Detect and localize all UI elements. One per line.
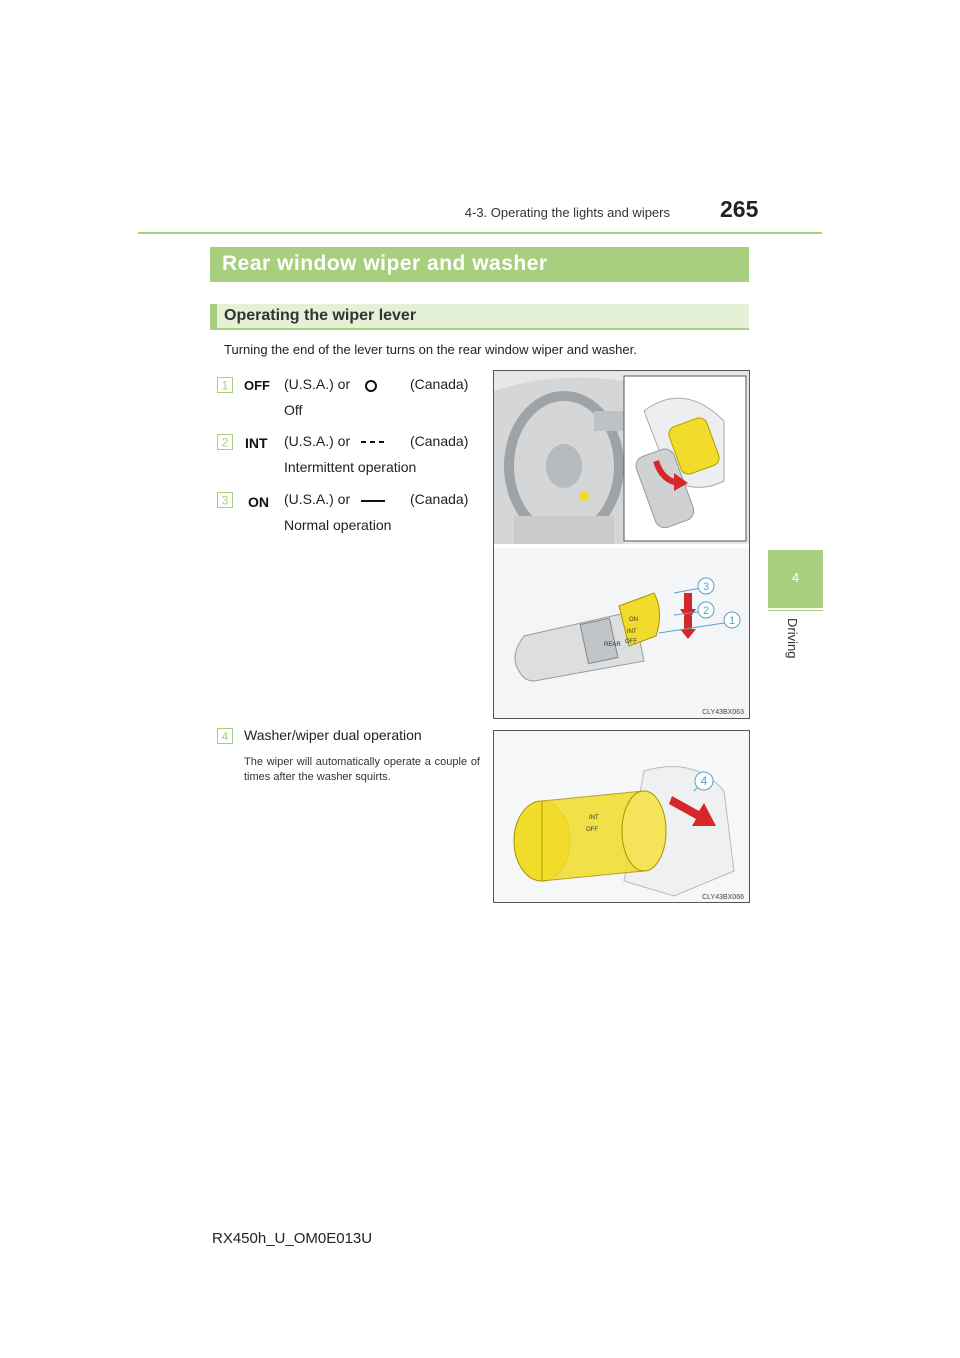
washer-lever-illustration	[494, 731, 750, 903]
svg-text:INT: INT	[589, 815, 599, 821]
chapter-label: Driving	[785, 618, 800, 659]
svg-text:OFF: OFF	[586, 827, 598, 833]
item-2-usa-label: (U.S.A.) or	[284, 433, 351, 449]
svg-text:ON: ON	[629, 617, 638, 623]
lever-illustration	[494, 371, 750, 719]
header-divider	[138, 232, 822, 234]
svg-text:CLY43BX066: CLY43BX066	[702, 894, 744, 901]
item-3-usa-label: (U.S.A.) or	[284, 491, 351, 507]
dashed-line-int-icon	[360, 437, 386, 447]
svg-text:REAR: REAR	[604, 642, 621, 648]
footer-model-code: RX450h_U_OM0E013U	[212, 1230, 373, 1247]
page-number: 265	[720, 196, 759, 222]
item-2-canada-label: (Canada)	[410, 433, 469, 449]
circle-off-icon	[364, 379, 378, 393]
figure-wiper-lever-positions	[493, 370, 750, 719]
svg-text:1: 1	[221, 378, 229, 393]
subsection-title: Operating the wiper lever	[224, 307, 417, 324]
svg-text:1: 1	[728, 615, 736, 627]
number-1-icon	[217, 377, 233, 393]
number-2-icon	[217, 434, 233, 450]
intro-paragraph: Turning the end of the lever turns on the rear window wiper and washer.	[224, 342, 637, 357]
header-section-title: 4-3. Operating the lights and wipers	[464, 205, 670, 220]
item-1-usa-label: (U.S.A.) or	[284, 376, 351, 392]
section-title: Rear window wiper and washer	[222, 252, 548, 275]
item-3	[217, 492, 233, 513]
item-3-canada-label: (Canada)	[410, 491, 469, 507]
item-1-canada-label: (Canada)	[410, 376, 469, 392]
item-4	[217, 728, 233, 749]
item-2	[217, 434, 233, 455]
chapter-tab-divider	[768, 610, 823, 611]
item-4-description: Washer/wiper dual operation	[244, 727, 422, 743]
item-3-usa-symbol: ON	[248, 494, 269, 510]
item-1	[217, 377, 233, 398]
svg-text:4: 4	[700, 774, 708, 788]
svg-text:2: 2	[221, 435, 229, 450]
figure-washer-operation	[493, 730, 750, 903]
number-4-icon	[217, 728, 233, 744]
svg-text:3: 3	[221, 493, 229, 508]
number-3-icon	[217, 492, 233, 508]
svg-text:4: 4	[221, 729, 229, 744]
solid-line-on-icon	[360, 496, 386, 506]
item-2-usa-symbol: INT	[245, 435, 268, 451]
item-4-note: The wiper will automatically operate a couple of times after the washer squirts.	[244, 756, 480, 783]
item-3-description: Normal operation	[284, 517, 392, 533]
svg-text:INT: INT	[627, 629, 637, 635]
item-1-description: Off	[284, 402, 303, 418]
chapter-number: 4	[791, 570, 800, 585]
item-2-description: Intermittent operation	[284, 459, 417, 475]
svg-text:2: 2	[702, 605, 710, 617]
svg-text:CLY43BX063: CLY43BX063	[702, 709, 744, 716]
svg-text:3: 3	[702, 581, 710, 593]
svg-text:OFF: OFF	[625, 639, 637, 645]
item-1-usa-symbol: OFF	[244, 378, 270, 393]
